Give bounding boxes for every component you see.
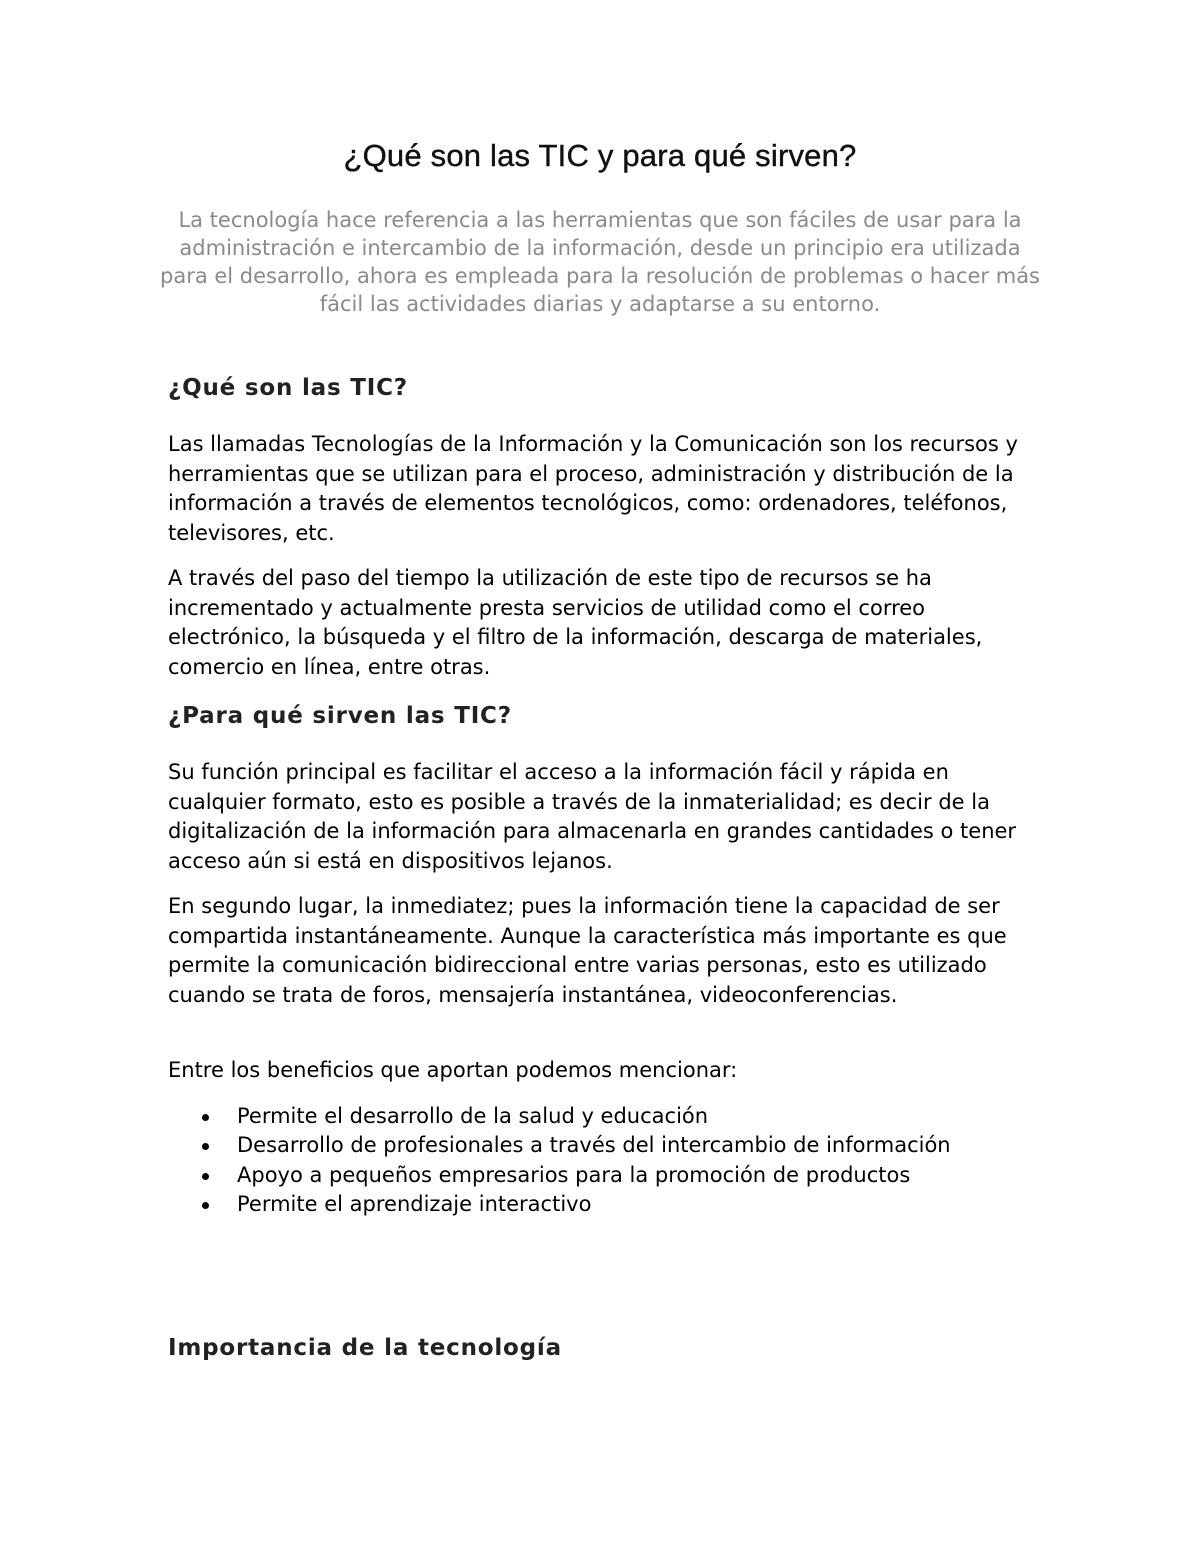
list-item-text: Permite el desarrollo de la salud y educación xyxy=(237,1104,709,1128)
section-heading-que-son: ¿Qué son las TIC? xyxy=(168,375,408,401)
bullet-icon xyxy=(202,1143,209,1150)
bullet-icon xyxy=(202,1173,209,1180)
paragraph: A través del paso del tiempo la utilización de este tipo de recursos se ha incrementado y actualmente presta servicios de utilidad como el correo electrónico, la búsqueda y el filtro de la información, descarga de materiales, comercio en línea, entre otras. xyxy=(168,566,983,680)
list-item-text: Permite el aprendizaje interactivo xyxy=(237,1191,592,1216)
section-heading-importancia: Importancia de la tecnología xyxy=(168,1335,562,1361)
paragraph: En segundo lugar, la inmediatez; pues la información tiene la capacidad de ser compartida instantáneamente. Aunque la característica más importante es que permite la comunicación bidireccional entre varias personas, esto es utilizado cuando se trata de foros, mensajería instantánea, videoconferencias. xyxy=(168,894,1007,1008)
list-item-text: Apoyo a pequeños empresarios para la promoción de productos xyxy=(237,1162,911,1187)
bullet-icon xyxy=(202,1114,209,1121)
list-item-text: Desarrollo de profesionales a través del intercambio de información xyxy=(237,1133,951,1158)
section-heading-para-que-sirven: ¿Para qué sirven las TIC? xyxy=(168,703,512,729)
paragraph: Las llamadas Tecnologías de la Información y la Comunicación son los recursos y herramientas que se utilizan para el proceso, administración y distribución de la información a través de elementos tecnológicos, como: ordenadores, teléfonos, televisores, etc. xyxy=(168,432,1018,546)
list-item xyxy=(168,1131,1048,1160)
list-item xyxy=(168,1190,1048,1219)
paragraph: Su función principal es facilitar el acceso a la información fácil y rápida en cualquier formato, esto es posible a través de la inmaterialidad; es decir de la digitalización de la información para almacenarla en grandes cantidades o tener acceso aún si está en dispositivos lejanos. xyxy=(168,760,1017,874)
paragraph: Entre los beneficios que aportan podemos mencionar: xyxy=(168,1058,738,1082)
benefits-list xyxy=(168,1102,1048,1219)
list-item xyxy=(168,1102,1048,1131)
list-item xyxy=(168,1161,1048,1190)
bullet-icon xyxy=(202,1202,209,1209)
page-title: ¿Qué son las TIC y para qué sirven? xyxy=(343,138,857,173)
page-subtitle: La tecnología hace referencia a las herramientas que son fáciles de usar para la administración e intercambio de la información, desde un principio era utilizada para el desarrollo, ahora es empleada para la resolución de problemas o hacer más fácil las actividades diarias y adaptarse a su entorno. xyxy=(160,208,1041,316)
